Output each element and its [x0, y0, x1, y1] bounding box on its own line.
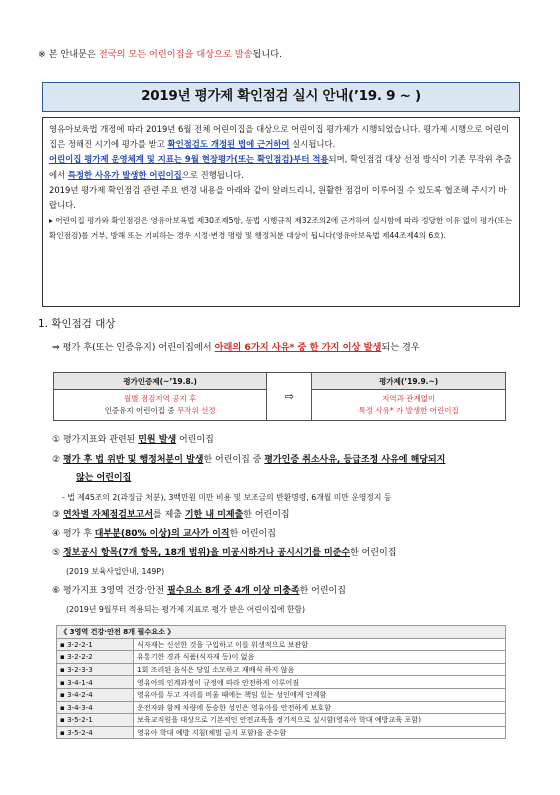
notice-highlight: 전국의 모든 어린이집을 대상으로 발송	[98, 49, 253, 60]
table-row: ▪ 3-5-2-1 보육교직원을 대상으로 기본적인 안전교육을 정기적으로 실시함(영유아 학대 예방교육 포함)	[57, 714, 506, 727]
table-row: ▪ 3-2-2-2 유통기한 경과 식품(식자재 등)이 없음	[57, 651, 506, 664]
table-row: ▪ 3-5-2-4 영유아 학대 예방 지침(체벌 금지 포함)을 준수함	[57, 726, 506, 739]
compare-right-body: 지역과 관계없이 특정 사유* 가 발생한 어린이집	[312, 390, 506, 421]
compare-left-body: 월별 점검지역 공지 후 인증유지 어린이집 중 무작위 선정	[54, 390, 267, 421]
list-item-subnote: - 법 제45조의 2(과징금 처분), 3백만원 미만 비용 및 보조금의 반환명령, 6개월 미만 운영정지 등	[62, 493, 392, 502]
arrow-icon: ⇨	[267, 373, 312, 421]
intro-paragraph-3: 2019년 평가제 확인점검 관련 주요 변경 내용을 아래와 같이 알려드리니, 원활한 점검이 이루어질 수 있도록 협조해 주시기 바랍니다.	[49, 184, 507, 211]
notice-line	[38, 46, 282, 60]
requirements-table	[56, 625, 506, 739]
intro-emphasis-3: 특정한 사유가 발생한 어린이집	[67, 169, 182, 180]
table-row: ▪ 3-4-2-4 영유아를 두고 자리를 비울 때에는 책임 있는 성인에게 인계함	[57, 688, 506, 701]
intro-emphasis-2: 어린이집 평가제 운영체계 및 지표는 9월 현장평가(또는 확인점검)부터 적용	[49, 154, 329, 165]
intro-paragraph-1: 영유아보육법 개정에 따라 2019년 6월 전체 어린이집을 대상으로 어린이집 평가제가 시행되었습니다. 평가제 시행으로 어린이집은 정해진 시기에 평가를 받고 확인점검도 개정된 법에 근거하여 실시됩니다.	[49, 124, 510, 150]
comparison-table	[53, 372, 506, 421]
section-description: ⇒ 평가 후(또는 인증유지) 어린이집에서 아래의 6가지 사유* 중 한 가지 이상 발생되는 경우	[52, 342, 420, 353]
notice-prefix: ※ 본 안내문은	[38, 49, 99, 60]
page-title: 2019년 평가제 확인점검 실시 안내(’19. 9 ~ )	[141, 88, 421, 104]
title-banner	[42, 82, 520, 112]
list-item-reason-6: ⑥ 평가지표 3영역 건강·안전 필수요소 8개 중 4개 이상 미충족한 어린이집	[52, 586, 346, 596]
compare-right-header: 평가제(’19.9.~)	[312, 373, 506, 390]
list-item-reason-2-cont: 않는 어린이집	[76, 473, 132, 483]
list-item-reason-1: ① 평가지표와 관련된 민원 발생 어린이집	[52, 435, 214, 445]
intro-box	[42, 117, 520, 307]
compare-left-header: 평가인증제(~’19.8.)	[54, 373, 267, 390]
requirements-heading: 《 3영역 건강·안전 8개 필수요소 》	[57, 626, 506, 639]
list-item-reason-6-note: (2019년 9월부터 적용되는 평가제 지표로 평가 받은 어린이집에 한함)	[66, 605, 306, 614]
section-heading: 1. 확인점검 대상	[38, 318, 116, 330]
intro-paragraph-2: 어린이집 평가제 운영체계 및 지표는 9월 현장평가(또는 확인점검)부터 적용되며, 확인점검 대상 선정 방식이 기존 무작위 추출에서 특정한 사유가 발생한 어린이집으로 진행됩니다.	[49, 154, 512, 180]
table-row: ▪ 3-4-1-4 영유아의 인계과정이 규정에 따라 안전하게 이루어짐	[57, 676, 506, 689]
list-item-reason-5-note: (2019 보육사업안내, 149P)	[66, 567, 165, 576]
table-row: ▪ 3-2-3-3 1회 조리된 음식은 당일 소모하고 재배식 하지 않음	[57, 663, 506, 676]
list-item-reason-2: ② 평가 후 법 위반 및 행정처분이 발생한 어린이집 중 평가인증 취소사유, 등급조정 사유에 해당되지	[52, 455, 446, 465]
table-row: ▪ 3-4-3-4 운전자와 함께 차량에 동승한 성인은 영유아를 안전하게 보호함	[57, 701, 506, 714]
intro-legal-note: ▸ 어린이집 평가와 확인점검은 영유아보육법 제30조제5항, 동법 시행규칙 제32조의2에 근거하여 실시함에 따라 정당한 이유 없이 평가(또는 확인점검)를 거부, 방해 또는 기피하는 경우 시정·변경 명령 및 행정처분 대상이 됩니다(영유아보육법 제44조제4의 6호).	[49, 216, 513, 240]
section-description-emphasis: 아래의 6가지 사유* 중 한 가지 이상 발생	[214, 342, 382, 353]
table-row: ▪ 3-2-2-1 식자재는 신선한 것을 구입하고 이를 위생적으로 보관함	[57, 638, 506, 651]
list-item-reason-5: ⑤ 정보공시 항목(7개 항목, 18개 범위)을 미공시하거나 공시시기를 미준수한 어린이집	[52, 548, 397, 558]
intro-emphasis-1: 확인점검도 개정된 법에 근거하여	[167, 139, 290, 150]
notice-suffix: 됩니다.	[252, 49, 283, 60]
list-item-reason-4: ④ 평가 후 대부분(80% 이상)의 교사가 이직한 어린이집	[52, 529, 276, 539]
list-item-reason-3: ③ 연차별 자체점검보고서를 제출 기한 내 미제출한 어린이집	[52, 510, 290, 520]
